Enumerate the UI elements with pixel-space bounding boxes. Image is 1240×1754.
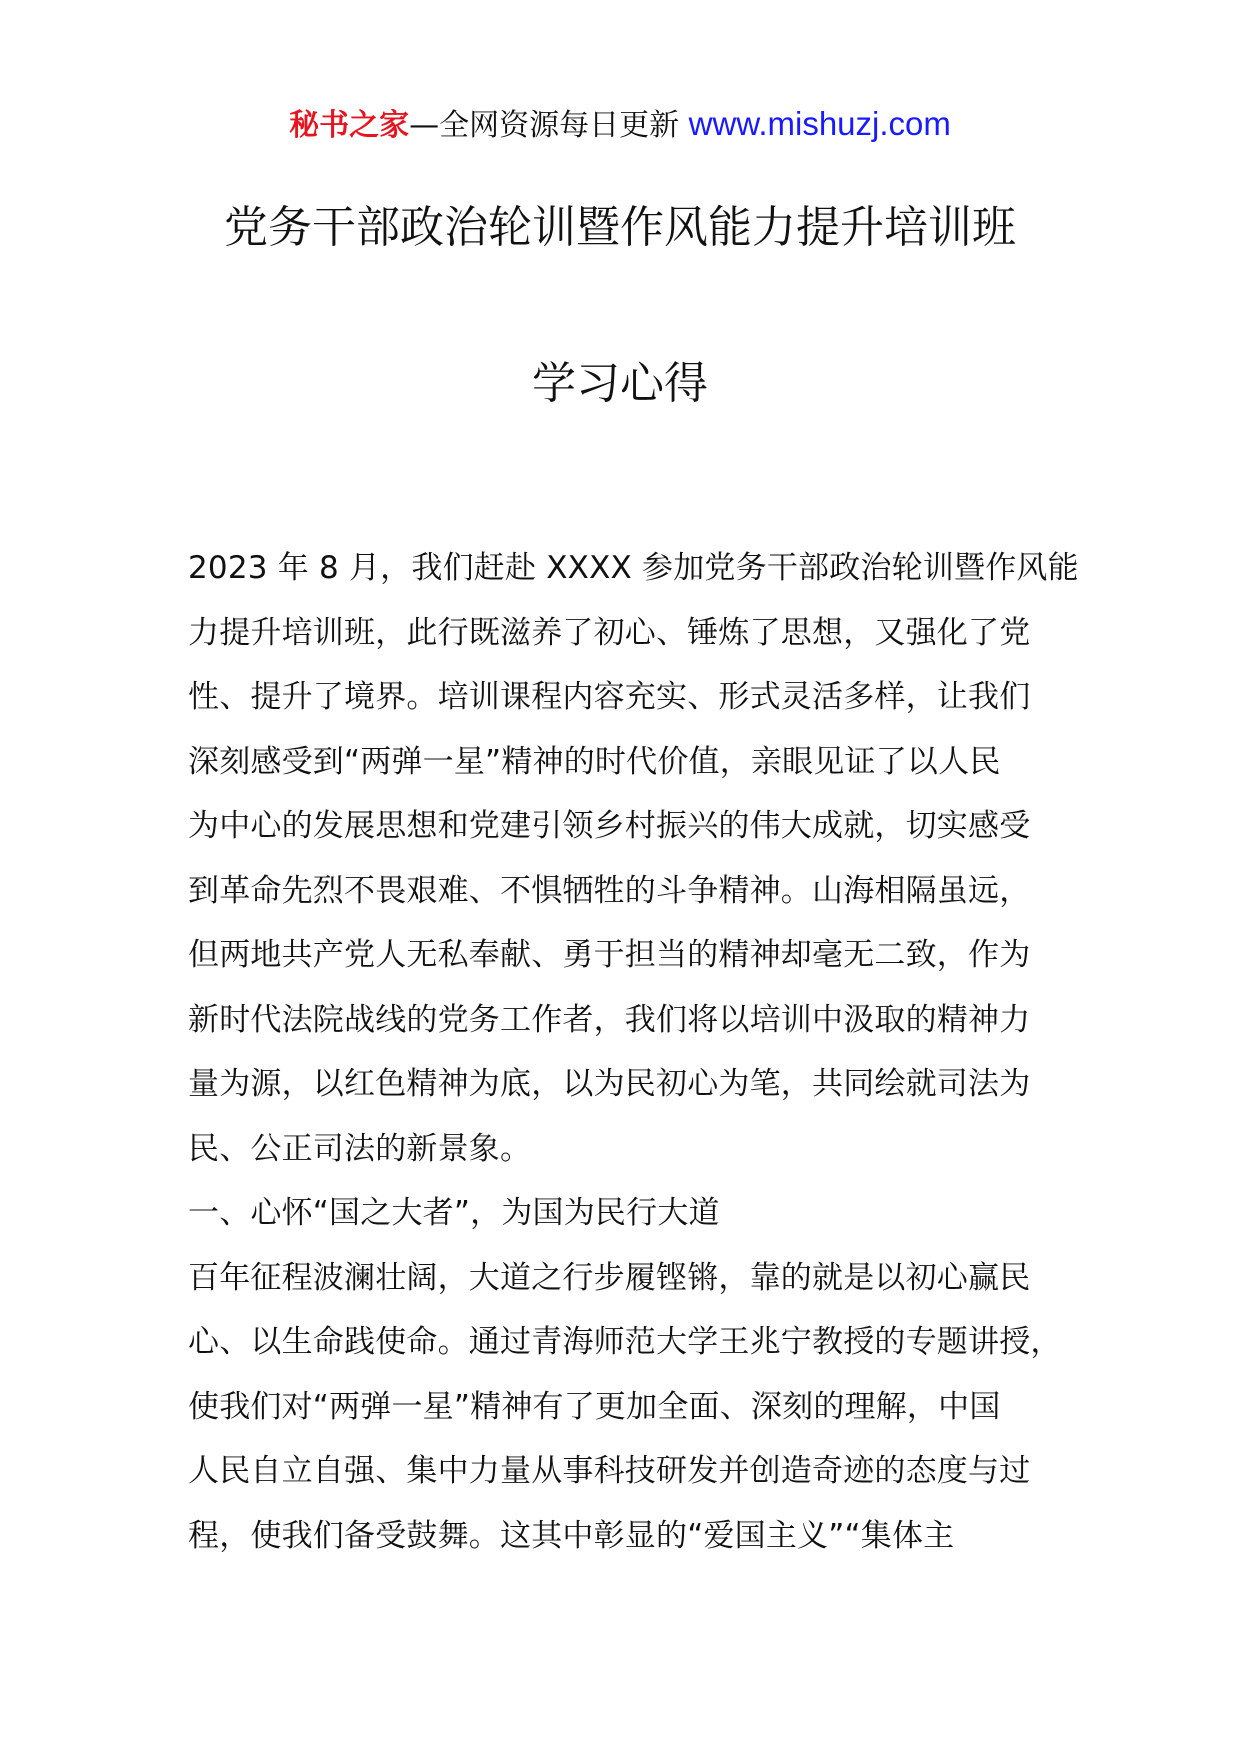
section-heading: 一、心怀“国之大者”，为国为民行大道: [188, 1195, 720, 1231]
body-line: 心、以生命践使命。通过青海师范大学王兆宁教授的专题讲授，: [188, 1324, 1062, 1360]
body-line: 但两地共产党人无私奉献、勇于担当的精神却毫无二致，作为: [188, 937, 1031, 973]
body-line: 新时代法院战线的党务工作者，我们将以培训中汲取的精神力: [188, 1001, 1031, 1038]
body-line: 深刻感受到“两弹一星”精神的时代价值，亲眼见证了以人民: [188, 743, 1001, 780]
document-body: [188, 536, 1079, 1568]
body-line: 民、公正司法的新景象。: [188, 1130, 532, 1167]
body-line: 力提升培训班，此行既滋养了初心、锤炼了思想，又强化了党: [188, 614, 1031, 651]
site-tagline: —全网资源每日更新: [409, 108, 680, 143]
body-line: 到革命先烈不畏艰难、不惧牺牲的斗争精神。山海相隔虽远，: [188, 872, 1031, 909]
document-title-line-1: 党务干部政治轮训暨作风能力提升培训班: [224, 202, 1016, 253]
body-line: 百年征程波澜壮阔，大道之行步履铿锵，靠的就是以初心赢民: [188, 1259, 1031, 1296]
document-title-line-2: 学习心得: [532, 358, 708, 409]
body-line: 人民自立自强、集中力量从事科技研发并创造奇迹的态度与过: [188, 1453, 1031, 1489]
body-line: 性、提升了境界。培训课程内容充实、形式灵活多样，让我们: [188, 679, 1031, 715]
body-line: 为中心的发展思想和党建引领乡村振兴的伟大成就，切实感受: [188, 808, 1031, 844]
body-line: 使我们对“两弹一星”精神有了更加全面、深刻的理解，中国: [188, 1388, 1001, 1425]
watermark-header: [0, 102, 1240, 148]
site-brand: 秘书之家: [289, 108, 410, 143]
site-url-link[interactable]: www.mishuzj.com: [688, 105, 951, 142]
body-line: 2023 年 8 月，我们赶赴 XXXX 参加党务干部政治轮训暨作风能: [188, 550, 1079, 586]
body-line: 量为源，以红色精神为底，以为民初心为笔，共同绘就司法为: [188, 1066, 1031, 1102]
body-line: 程，使我们备受鼓舞。这其中彰显的“爱国主义”“集体主: [188, 1517, 955, 1554]
